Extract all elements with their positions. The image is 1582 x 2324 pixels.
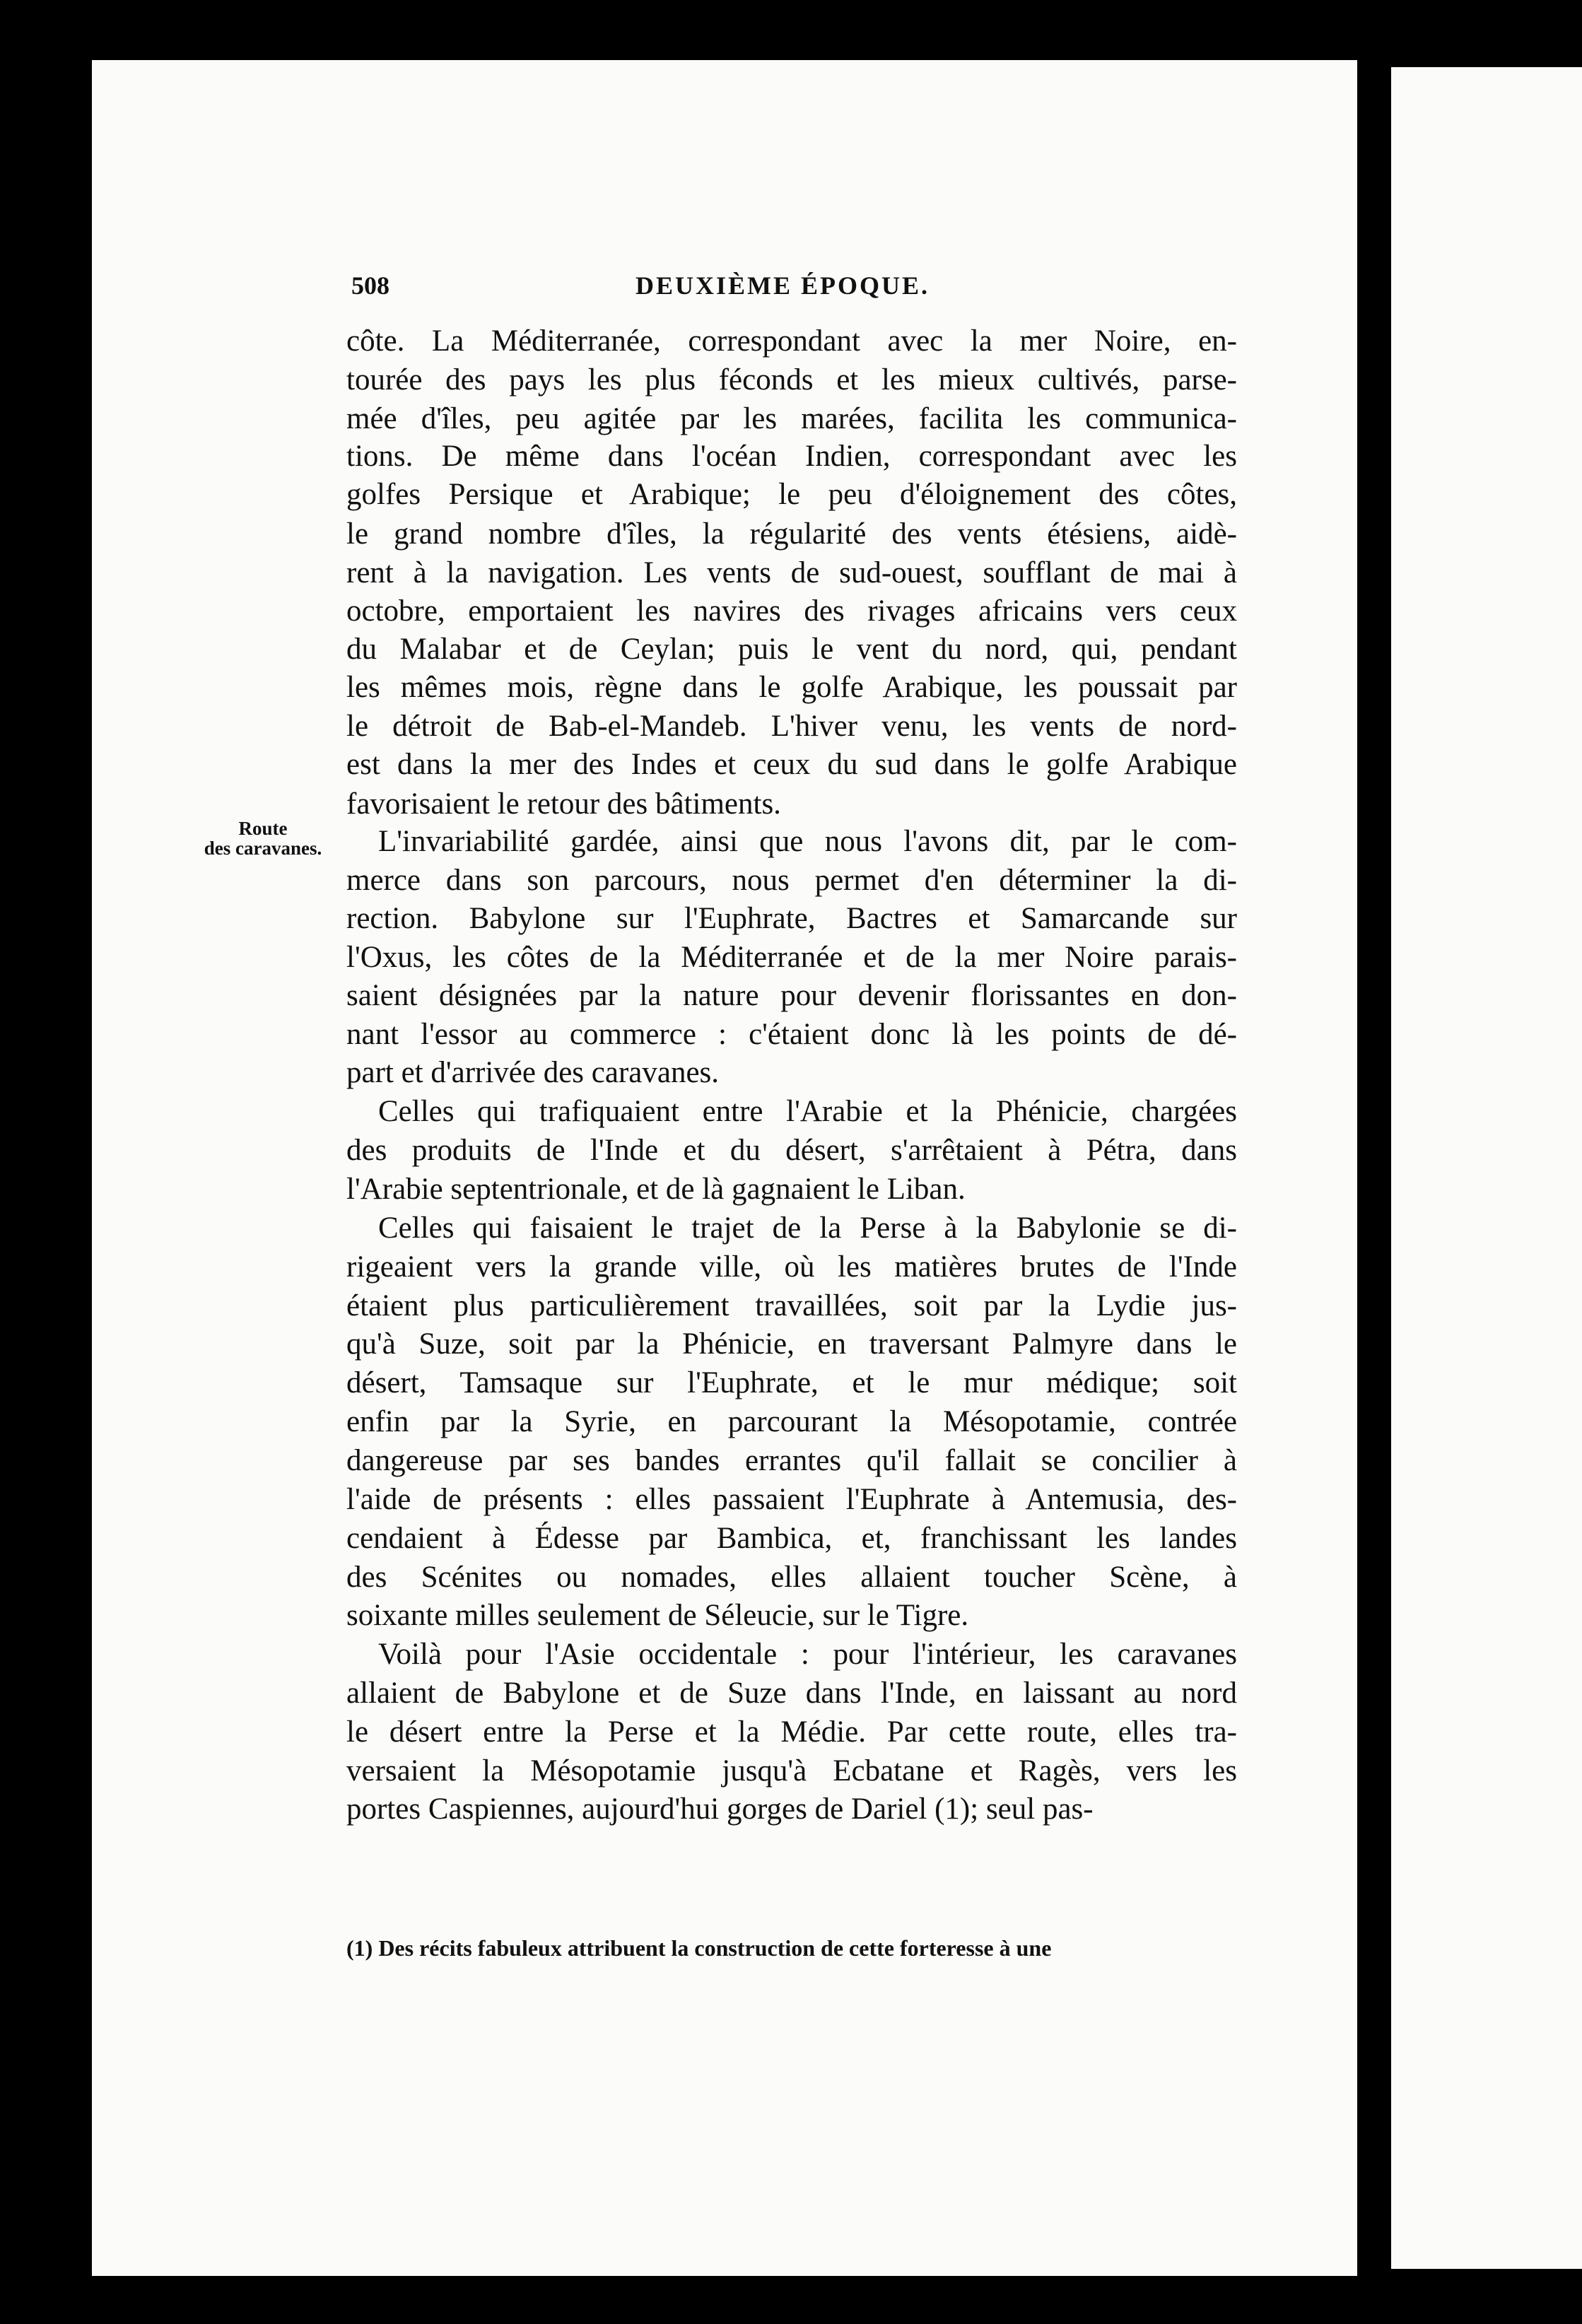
text-line: soixante milles seulement de Séleucie, sur le Tigre. xyxy=(346,1599,969,1632)
text-line: golfes Persique et Arabique; le peu d'éloignement des côtes, xyxy=(346,478,1237,511)
text-line: du Malabar et de Ceylan; puis le vent du nord, qui, pendant xyxy=(346,633,1237,666)
text-line: le désert entre la Perse et la Médie. Par cette route, elles tra- xyxy=(346,1715,1237,1749)
text-line: merce dans son parcours, nous permet d'en déterminer la di- xyxy=(346,864,1237,897)
text-line: favorisaient le retour des bâtiments. xyxy=(346,787,781,821)
text-line: dangereuse par ses bandes errantes qu'il fallait se concilier à xyxy=(346,1444,1237,1477)
page-header xyxy=(351,271,1228,306)
text-line: rent à la navigation. Les vents de sud-ouest, soufflant de mai à xyxy=(346,556,1237,589)
text-line: rigeaient vers la grande ville, où les matières brutes de l'Inde xyxy=(346,1250,1237,1284)
text-line: Voilà pour l'Asie occidentale : pour l'intérieur, les caravanes xyxy=(378,1638,1237,1671)
text-line: Celles qui trafiquaient entre l'Arabie et la Phénicie, chargées xyxy=(378,1095,1237,1128)
text-line: saient désignées par la nature pour devenir florissantes en don- xyxy=(346,979,1237,1012)
text-line: l'aide de présents : elles passaient l'Euphrate à Antemusia, des- xyxy=(346,1483,1237,1516)
text-line: tions. De même dans l'océan Indien, correspondant avec les xyxy=(346,440,1237,473)
text-line: des produits de l'Inde et du désert, s'arrêtaient à Pétra, dans xyxy=(346,1134,1237,1167)
text-line: L'invariabilité gardée, ainsi que nous l'avons dit, par le com- xyxy=(378,825,1237,858)
text-line: qu'à Suze, soit par la Phénicie, en traversant Palmyre dans le xyxy=(346,1327,1237,1361)
margin-note-line: des caravanes. xyxy=(204,838,322,859)
text-line: le grand nombre d'îles, la régularité des vents étésiens, aidè- xyxy=(346,517,1237,551)
running-title: DEUXIÈME ÉPOQUE. xyxy=(635,271,930,300)
margin-note-line: Route xyxy=(238,818,288,839)
margin-note xyxy=(185,818,341,858)
text-line: portes Caspiennes, aujourd'hui gorges de Dariel (1); seul pas- xyxy=(346,1792,1094,1826)
text-line: est dans la mer des Indes et ceux du sud dans le golfe Arabique xyxy=(346,748,1237,781)
footnote: (1) Des récits fabuleux attribuent la construction de cette forteresse à une xyxy=(346,1935,1052,1961)
text-line: rection. Babylone sur l'Euphrate, Bactres et Samarcande sur xyxy=(346,902,1237,935)
text-line: le détroit de Bab-el-Mandeb. L'hiver venu, les vents de nord- xyxy=(346,710,1237,743)
text-line: allaient de Babylone et de Suze dans l'Inde, en laissant au nord xyxy=(346,1677,1237,1710)
text-line: les mêmes mois, règne dans le golfe Arabique, les poussait par xyxy=(346,671,1237,704)
text-line: mée d'îles, peu agitée par les marées, facilita les communica- xyxy=(346,402,1237,435)
page-number: 508 xyxy=(351,271,389,300)
text-line: nant l'essor au commerce : c'étaient donc là les points de dé- xyxy=(346,1018,1237,1051)
text-line: cendaient à Édesse par Bambica, et, franchissant les landes xyxy=(346,1522,1237,1555)
text-line: octobre, emportaient les navires des rivages africains vers ceux xyxy=(346,594,1237,628)
text-line: désert, Tamsaque sur l'Euphrate, et le mur médique; soit xyxy=(346,1366,1237,1399)
text-line: côte. La Méditerranée, correspondant avec la mer Noire, en- xyxy=(346,324,1237,358)
text-line: Celles qui faisaient le trajet de la Perse à la Babylonie se di- xyxy=(378,1211,1237,1245)
text-line: l'Oxus, les côtes de la Méditerranée et de la mer Noire parais- xyxy=(346,941,1237,974)
text-line: des Scénites ou nomades, elles allaient toucher Scène, à xyxy=(346,1561,1237,1594)
text-line: l'Arabie septentrionale, et de là gagnaient le Liban. xyxy=(346,1173,966,1206)
text-line: enfin par la Syrie, en parcourant la Mésopotamie, contrée xyxy=(346,1405,1237,1438)
text-line: versaient la Mésopotamie jusqu'à Ecbatane et Ragès, vers les xyxy=(346,1754,1237,1788)
right-page xyxy=(1391,67,1582,2269)
text-line: tourée des pays les plus féconds et les mieux cultivés, parse- xyxy=(346,363,1237,397)
text-line: étaient plus particulièrement travaillées, soit par la Lydie jus- xyxy=(346,1289,1237,1322)
text-line: part et d'arrivée des caravanes. xyxy=(346,1056,720,1089)
